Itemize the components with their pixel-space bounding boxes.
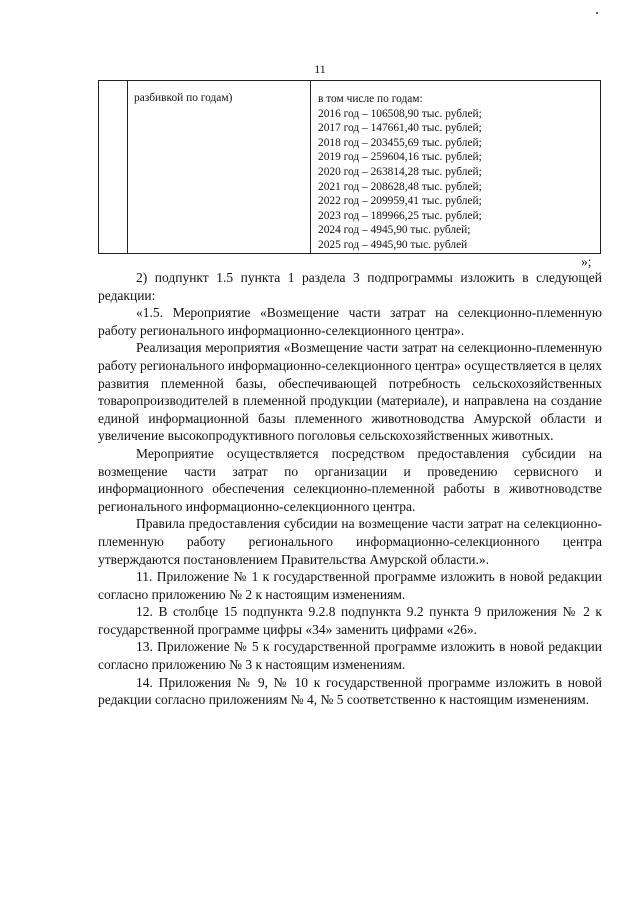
year-line: в том числе по годам: [318,93,423,105]
paragraph: Правила предоставления субсидии на возмещение части затрат на селекционно-племенную работу регионального информационно-селекционного центра утверждаются постановлением Правительства Амурской области.». [98,516,602,567]
scan-mark [596,12,598,14]
funding-table [98,80,601,254]
year-line: 2025 год – 4945,90 тыс. рублей [318,238,468,251]
paragraph: Реализация мероприятия «Возмещение части затрат на селекционно-племенную работу регионального информационно-селекционного центра» осуществляется в целях развития племенной базы, обеспечивающей потребность сельскохозяйственных товаропроизводителей в племенной продукции (материале), и направлена на создание единой информационной базы племенного животноводства Амурской области и увеличение высокопродуктивного поголовья сельскохозяйственных животных. [98,340,602,444]
year-line: 2021 год – 208628,48 тыс. рублей; [318,180,482,193]
year-line: 2017 год – 147661,40 тыс. рублей; [318,122,482,135]
paragraph: «1.5. Мероприятие «Возмещение части затрат на селекционно-племенную работу регионального информационно-селекционного центра». [98,305,602,338]
year-line: 2018 год – 203455,69 тыс. рублей; [318,136,482,149]
paragraph: 13. Приложение № 5 к государственной программе изложить в новой редакции согласно приложению № 3 к настоящим изменениям. [98,639,602,673]
paragraph: 2) подпункт 1.5 пункта 1 раздела 3 подпрограммы изложить в следующей редакции: [98,270,602,303]
table-cell-years [311,81,601,254]
document-body [98,269,602,709]
table-left-text: разбивкой по годам) [134,92,233,104]
paragraph: 11. Приложение № 1 к государственной программе изложить в новой редакции согласно приложению № 2 к настоящим изменениям. [98,569,602,602]
year-line: 2022 год – 209959,41 тыс. рублей; [318,195,482,208]
table-cell-empty [99,81,128,254]
table-row [99,81,601,254]
page-number: 11 [314,62,326,76]
year-line: 2020 год – 263814,28 тыс. рублей; [318,165,482,178]
year-line: 2019 год – 259604,16 тыс. рублей; [318,151,482,164]
table-closing-quote: »; [581,254,592,269]
year-line: 2023 год – 189966,25 тыс. рублей; [318,209,482,222]
table-cell-label [128,81,311,254]
year-line: 2016 год – 106508,90 тыс. рублей; [318,107,482,120]
paragraph: Мероприятие осуществляется посредством предоставления субсидии на возмещение части затрат по организации и проведению сервисного и информационного обеспечения селекционно-племенной работы в животноводстве регионального информационно-селекционного центра. [98,445,602,514]
paragraph: 14. Приложения № 9, № 10 к государственной программе изложить в новой редакции согласно приложениям № 4, № 5 соответственно к настоящим изменениям. [98,674,602,708]
paragraph: 12. В столбце 15 подпункта 9.2.8 подпункта 9.2 пункта 9 приложения № 2 к государственной программе цифры «34» заменить цифрами «26». [98,604,602,637]
year-line: 2024 год – 4945,90 тыс. рублей; [318,224,471,237]
